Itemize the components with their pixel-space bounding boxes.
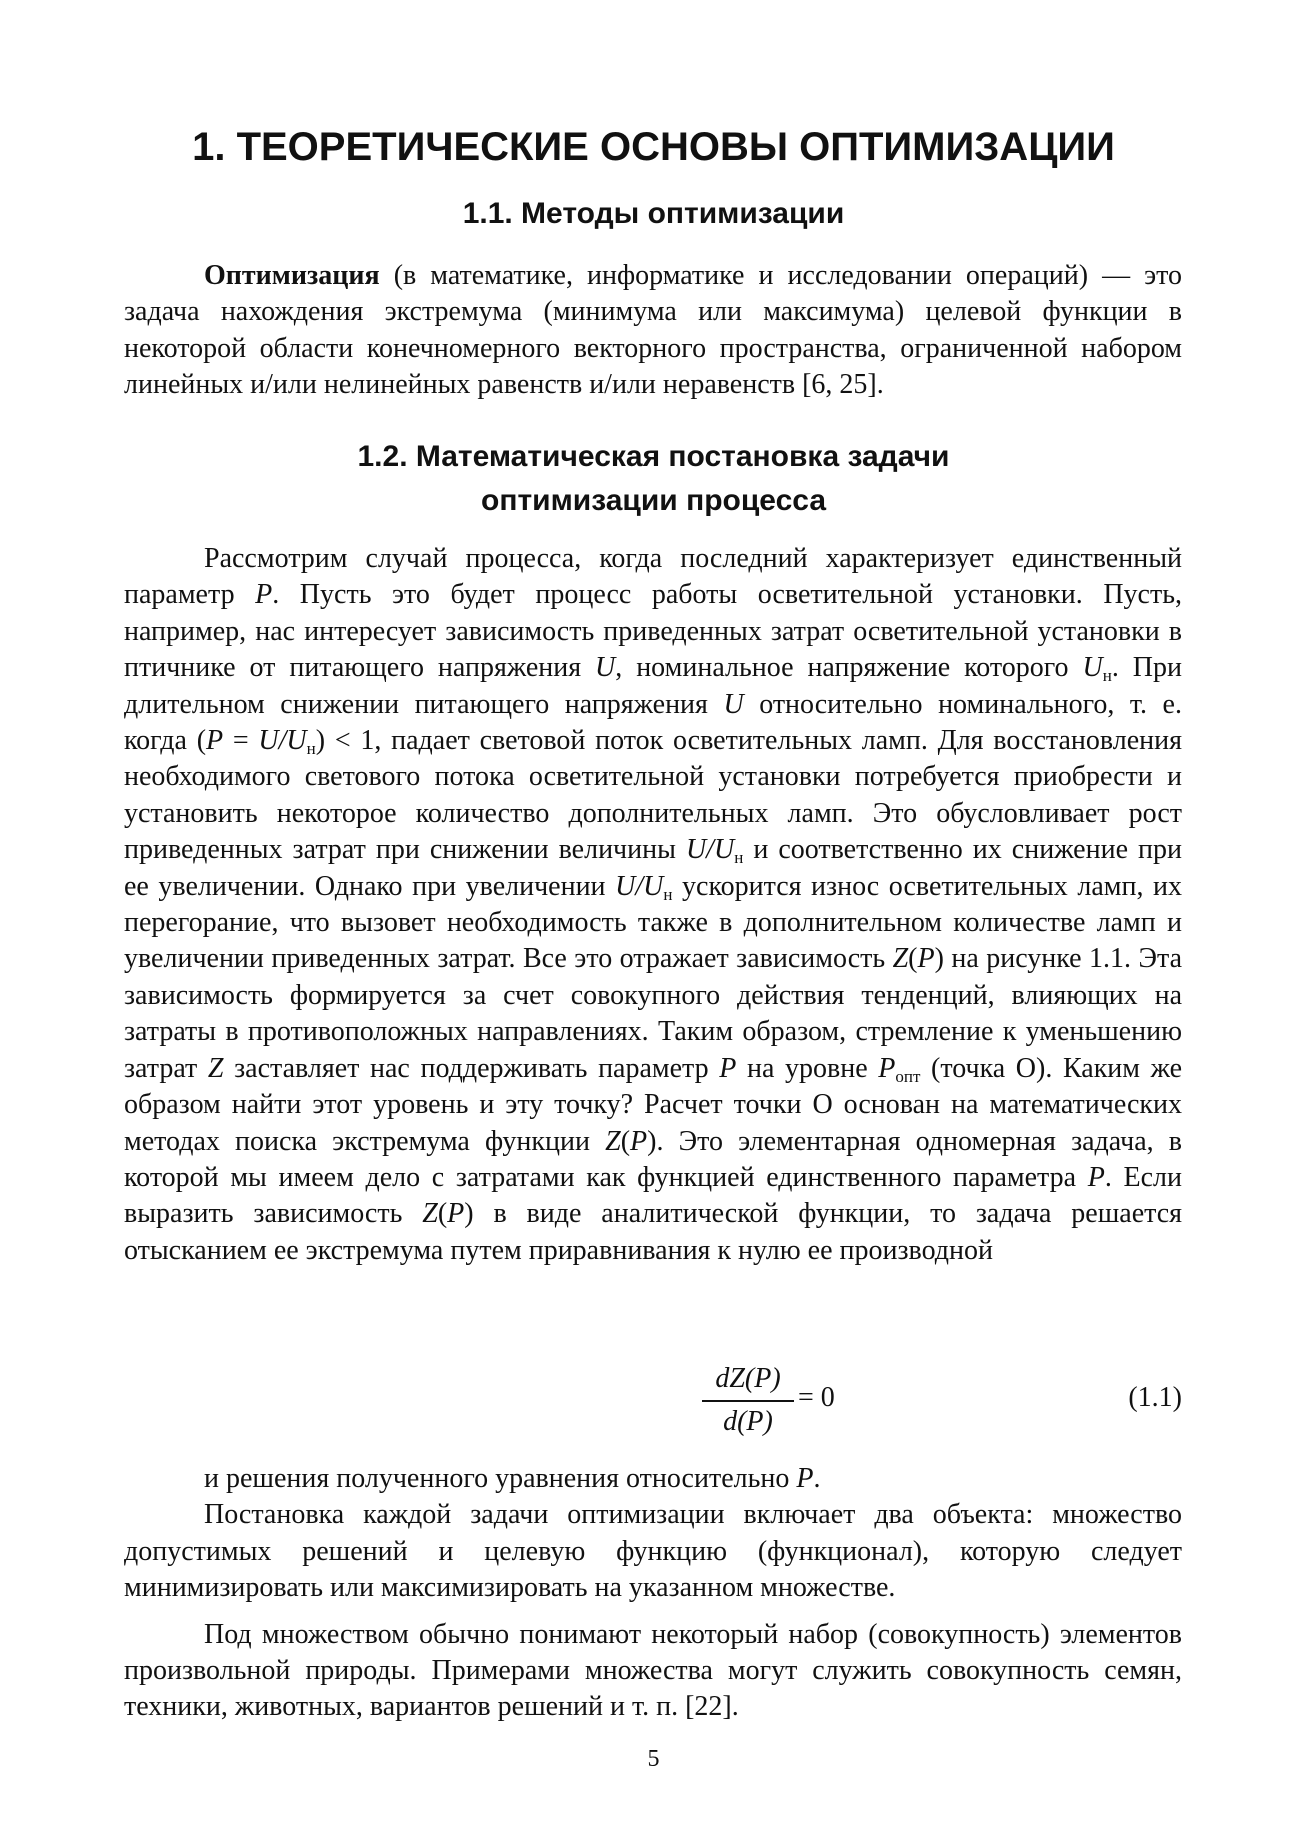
text: ). Это элементарная одномерная задача, в которой мы имеем дело с затратами как функцией единственного параметра xyxy=(124,1125,1182,1193)
text: ускорится износ осветительных ламп, их перегорание, что вызовет необходимость также в дополнительном количестве ламп и увеличении приведенных затрат. Все это отражает зависимость xyxy=(124,870,1182,975)
text: относительно номинального, т. е. когда ( xyxy=(124,688,1182,757)
subscript-n: н xyxy=(734,848,744,868)
var-Z: Z xyxy=(605,1125,621,1157)
text: ) < 1, падает световой поток осветительных ламп. Для восстановления необходимого светового потока осветительной установки потребуется приобрести и установить некоторое количество дополнительных ламп. Это обусловливает рост приведенных затрат при снижении величины xyxy=(124,725,1182,866)
definition-paragraph xyxy=(124,258,1182,404)
var-U: U xyxy=(643,870,664,902)
var-P: P xyxy=(206,725,224,757)
var-U: U xyxy=(286,725,307,757)
fraction-denominator: d(P) xyxy=(723,1406,773,1437)
text: на уровне xyxy=(736,1052,879,1084)
var-P: P xyxy=(719,1052,737,1084)
section-1-title: 1.1. Методы оптимизации xyxy=(462,197,845,230)
text: (точка О). Каким же образом найти этот уровень и эту точку? Расчет точки О основан на математических методах поиска экстремума функции xyxy=(124,1052,1183,1157)
text: ( xyxy=(437,1198,448,1230)
section-2-text-continued xyxy=(124,1461,1182,1726)
var-P: P xyxy=(878,1052,896,1084)
var-U: U xyxy=(685,834,707,866)
chapter-title: 1. ТЕОРЕТИЧЕСКИЕ ОСНОВЫ ОПТИМИЗАЦИИ xyxy=(192,125,1115,169)
section-2-title-line1: 1.2. Математическая постановка задачи xyxy=(357,440,950,473)
subscript-n: н xyxy=(306,739,316,759)
body-paragraph-1 xyxy=(124,541,1182,1269)
text: Рассмотрим случай процесса, когда последний характеризует единственный параметр xyxy=(124,543,1182,611)
text: заставляет нас поддерживать параметр xyxy=(223,1052,720,1084)
var-P: P xyxy=(255,579,273,611)
section-2-title xyxy=(0,435,1307,523)
equation-number: (1.1) xyxy=(1128,1382,1182,1413)
text: ) на рисунке 1.1. Эта зависимость формируется за счет совокупного действия тенденций, влияющих на затраты в противоположных направлениях. Таким образом, стремление к уменьшению затрат xyxy=(124,943,1182,1084)
body-paragraph-3: Постановка каждой задачи оптимизации включает два объекта: множество допустимых решений и целевую функцию (функционал), которую следует минимизировать или максимизировать на указанном множестве. xyxy=(124,1499,1182,1604)
var-U: U xyxy=(1082,652,1103,684)
var-P: P xyxy=(630,1125,648,1157)
text: ) в виде аналитической функции, то задача решается отысканием ее экстремума путем приравнивания к нулю ее производной xyxy=(124,1198,1183,1266)
var-P: P xyxy=(447,1198,465,1230)
subscript-n: н xyxy=(663,884,673,904)
page-number: 5 xyxy=(647,1746,660,1772)
var-U: U xyxy=(595,652,616,684)
var-U: U xyxy=(615,870,636,902)
var-P: P xyxy=(796,1463,814,1494)
var-P: P xyxy=(917,943,935,975)
var-U: U xyxy=(713,834,735,866)
section-2-title-line2: оптимизации процесса xyxy=(481,484,826,517)
var-U: U xyxy=(723,688,744,720)
var-P: P xyxy=(1087,1161,1105,1193)
text: и соответственно их снижение при ее увеличении. Однако при увеличении xyxy=(124,834,1182,902)
var-U: U xyxy=(258,725,279,757)
text: ( xyxy=(908,943,918,975)
var-Z: Z xyxy=(207,1052,224,1084)
body-paragraph-2 xyxy=(124,1461,1182,1497)
slash: / xyxy=(635,870,644,902)
definition-term: Оптимизация xyxy=(204,260,380,291)
definition-text: (в математике, информатике и исследовании операций) — это задача нахождения экстремума (минимума или максимума) целевой функции в некоторой области конечномерного векторного пространства, ограниченной набором линейных и/или нелинейных равенств и/или неравенств [6, 25]. xyxy=(124,260,1182,401)
text: ( xyxy=(620,1125,631,1157)
text: . Пусть это будет процесс работы осветительной установки. Пусть, например, нас интересует зависимость приведенных затрат осветительной установки в птичнике от питающего напряжения xyxy=(124,579,1182,684)
var-Z: Z xyxy=(892,943,909,975)
text: . Если выразить зависимость xyxy=(124,1161,1182,1230)
section-2-text xyxy=(124,541,1182,1269)
formula-1-1 xyxy=(124,1362,1182,1440)
text: . При длительном снижении питающего напряжения xyxy=(124,652,1182,720)
body-paragraph-4: Под множеством обычно понимают некоторый набор (совокупность) элементов произвольной природы. Примерами множества могут служить совокупность семян, техники, животных, вариантов решений и т. п. [22]. xyxy=(124,1618,1182,1723)
text: , номинальное напряжение которого xyxy=(615,652,1083,684)
text: = xyxy=(223,725,259,757)
slash: / xyxy=(278,725,287,757)
slash: / xyxy=(706,834,714,866)
derivative-fraction xyxy=(702,1362,794,1440)
equals-zero: = 0 xyxy=(798,1382,835,1413)
fraction-numerator: dZ(P) xyxy=(702,1362,794,1402)
text: . xyxy=(813,1463,821,1494)
subscript-n: н xyxy=(1102,666,1112,686)
text: и решения полученного уравнения относительно xyxy=(204,1463,797,1494)
section-1-text xyxy=(124,258,1182,404)
subscript-opt: опт xyxy=(895,1066,921,1086)
var-Z: Z xyxy=(422,1198,438,1230)
